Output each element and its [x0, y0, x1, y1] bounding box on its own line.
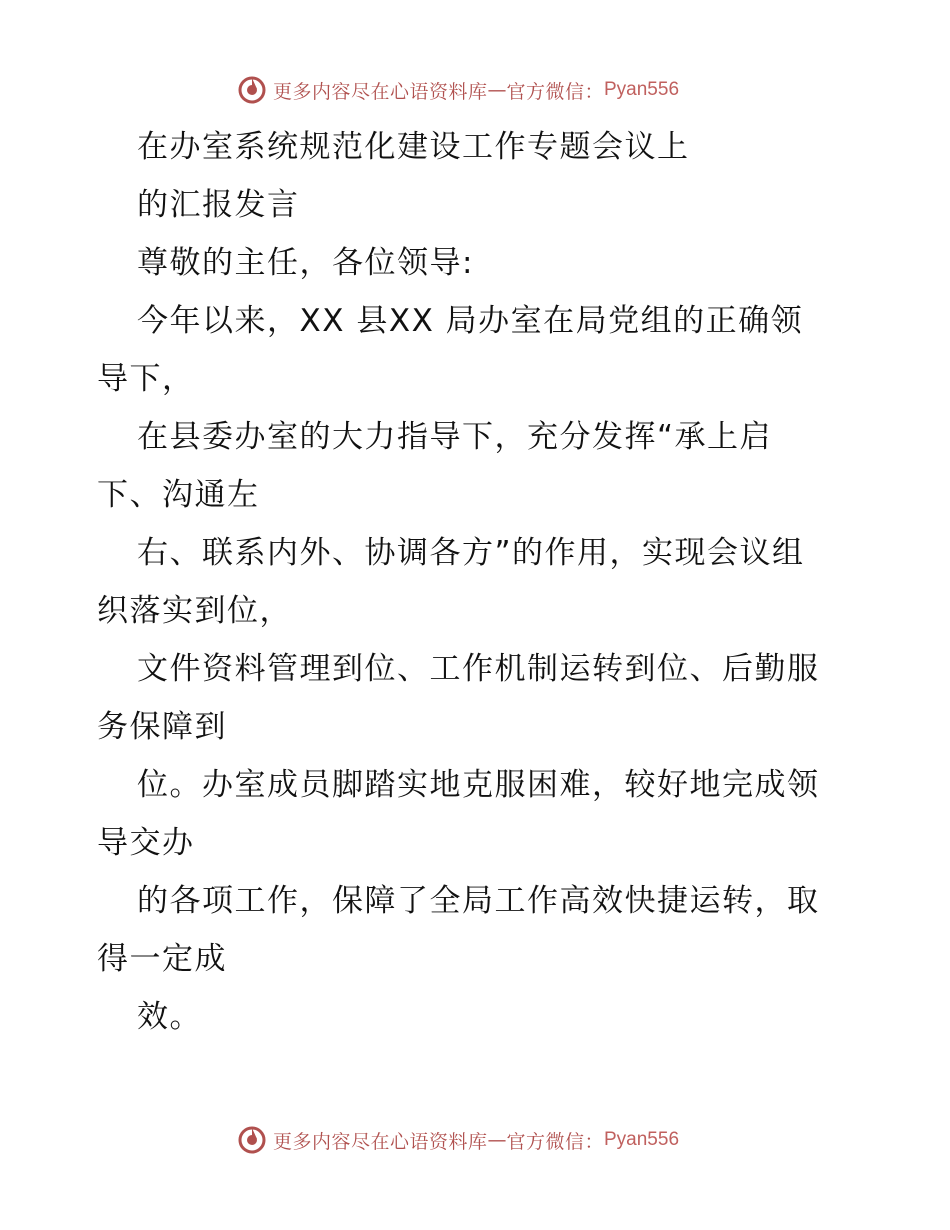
text-line: 的汇报发言: [137, 187, 300, 223]
text-line: 尊敬的主任，各位领导:: [137, 245, 474, 281]
text-line: 效。: [137, 999, 202, 1035]
brand-logo-icon: [237, 75, 267, 105]
watermark-text: 更多内容尽在心语资料库: [272, 80, 488, 103]
text-line: 右、联系内外、协调各方”的作用，实现会议组: [137, 535, 805, 571]
text-line: 今年以来，XX 县XX 局办室在局党组的正确领: [137, 303, 804, 339]
text-line: 在办室系统规范化建设工作专题会议上: [137, 129, 690, 165]
watermark-label: 官方微信：: [506, 80, 604, 103]
text-line: 位。办室成员脚踏实地克服困难，较好地完成领: [137, 767, 820, 803]
text-line: 文件资料管理到位、工作机制运转到位、后勤服: [137, 651, 820, 687]
brand-logo-icon: [237, 1125, 267, 1155]
footer-watermark: [0, 1120, 950, 1160]
text-line: 在县委办室的大力指导下，充分发挥“承上启: [137, 419, 773, 455]
watermark-text: 更多内容尽在心语资料库: [272, 1130, 488, 1153]
text-line: 的各项工作，保障了全局工作高效快捷运转，取: [137, 883, 820, 919]
document-body: [97, 118, 867, 1046]
watermark-account: Pyan556: [604, 79, 680, 100]
watermark-separator: —: [487, 1129, 507, 1151]
text-line: 导交办: [97, 825, 195, 861]
watermark-separator: —: [487, 79, 507, 101]
watermark-label: 官方微信：: [506, 1130, 604, 1153]
header-watermark: [0, 70, 950, 110]
text-line: 下、沟通左: [97, 477, 260, 513]
text-line: 得一定成: [97, 941, 227, 977]
text-line: 务保障到: [97, 709, 227, 745]
watermark-account: Pyan556: [604, 1129, 680, 1150]
text-line: 导下，: [97, 361, 195, 397]
text-line: 织落实到位，: [97, 593, 292, 629]
